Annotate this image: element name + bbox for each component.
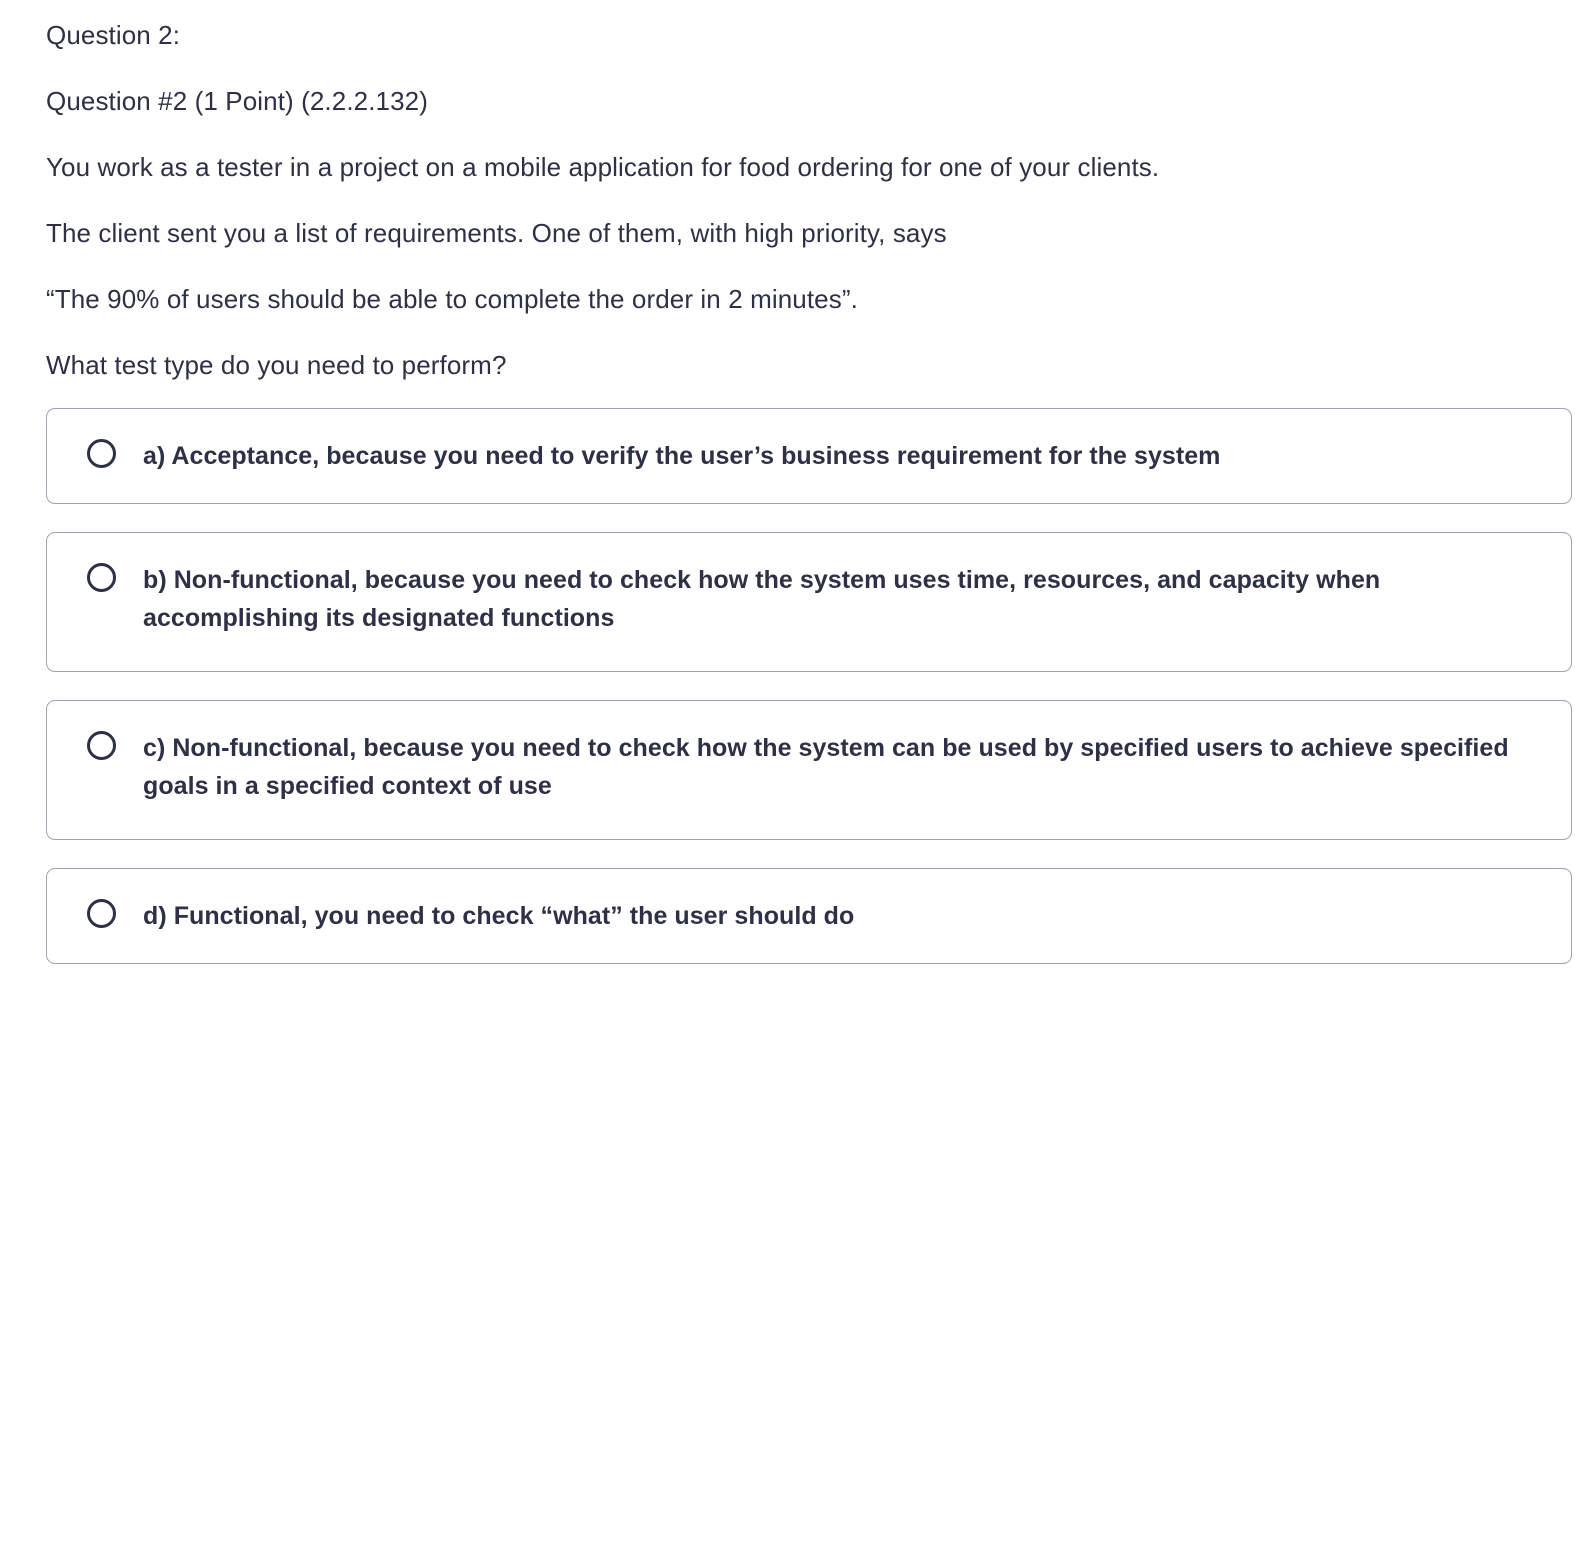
radio-button-icon-b[interactable] — [87, 563, 116, 592]
radio-button-icon-a[interactable] — [87, 439, 116, 468]
answer-option-c[interactable] — [46, 700, 1572, 840]
question-requirement-quote: “The 90% of users should be able to complete the order in 2 minutes”. — [46, 284, 858, 314]
answer-options-list — [0, 408, 1590, 964]
answer-option-b[interactable] — [46, 532, 1572, 672]
answer-option-label-d: d) Functional, you need to check “what” the user should do — [143, 902, 855, 930]
answer-option-label-a: a) Acceptance, because you need to verify the user’s business requirement for the system — [143, 442, 1221, 470]
question-title: Question #2 (1 Point) (2.2.2.132) — [46, 86, 428, 116]
question-header: Question 2: — [46, 20, 181, 50]
question-prompt: What test type do you need to perform? — [46, 350, 507, 380]
question-stem — [0, 0, 1590, 382]
answer-option-a[interactable] — [46, 408, 1572, 504]
answer-option-d[interactable] — [46, 868, 1572, 964]
question-paragraph-1: You work as a tester in a project on a mobile application for food ordering for one of your clients. — [46, 152, 1160, 182]
answer-option-label-b: b) Non-functional, because you need to check how the system uses time, resources, and capacity when accomplishing its designated functions — [143, 566, 1381, 632]
question-paragraph-2: The client sent you a list of requirements. One of them, with high priority, says — [46, 218, 947, 248]
answer-option-label-c: c) Non-functional, because you need to check how the system can be used by specified users to achieve specified goals in a specified context of use — [143, 734, 1509, 800]
radio-button-icon-c[interactable] — [87, 731, 116, 760]
radio-button-icon-d[interactable] — [87, 899, 116, 928]
